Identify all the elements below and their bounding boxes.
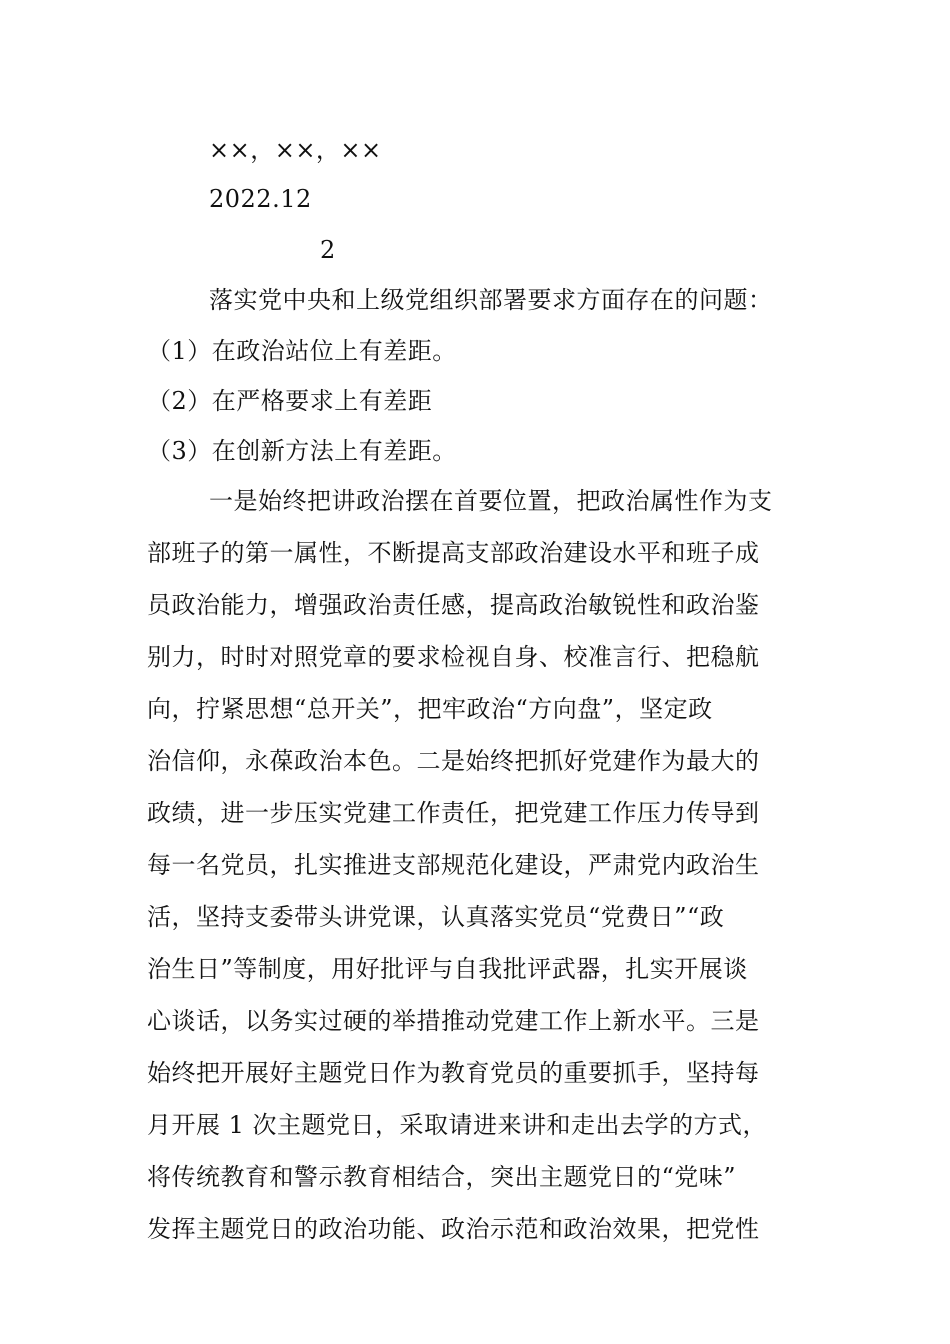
body-line: 心谈话，以务实过硬的举措推动党建工作上新水平。三是 (147, 1007, 760, 1035)
names-line: ××，××，×× (209, 136, 382, 164)
body-line: 部班子的第一属性，不断提高支部政治建设水平和班子成 (147, 539, 760, 567)
body-line: 治信仰，永葆政治本色。二是始终把抓好党建作为最大的 (147, 747, 760, 775)
body-line: 别力，时时对照党章的要求检视自身、校准言行、把稳航 (147, 643, 760, 671)
body-line: 治生日”等制度，用好批评与自我批评武器，扎实开展谈 (147, 955, 748, 983)
body-paragraph (147, 486, 817, 1266)
body-line: 发挥主题党日的政治功能、政治示范和政治效果，把党性 (147, 1215, 760, 1243)
body-line: 始终把开展好主题党日作为教育党员的重要抓手，坚持每 (147, 1059, 760, 1087)
problem-item: （2）在严格要求上有差距 (147, 387, 433, 415)
page-number: 2 (320, 236, 336, 264)
date-line: 2022.12 (209, 185, 312, 213)
body-line: 月开展 1 次主题党日，采取请进来讲和走出去学的方式， (147, 1111, 768, 1139)
body-line: 将传统教育和警示教育相结合，突出主题党日的“党味” (147, 1163, 737, 1191)
body-line: 政绩，进一步压实党建工作责任，把党建工作压力传导到 (147, 799, 760, 827)
problems-intro: 落实党中央和上级党组织部署要求方面存在的问题： (209, 286, 773, 314)
problem-item: （3）在创新方法上有差距。 (147, 437, 457, 465)
problem-item: （1）在政治站位上有差距。 (147, 337, 457, 365)
body-line: 活，坚持支委带头讲党课，认真落实党员“党费日”“政 (147, 903, 725, 931)
body-line: 员政治能力，增强政治责任感，提高政治敏锐性和政治鉴 (147, 591, 760, 619)
body-line: 一是始终把讲政治摆在首要位置，把政治属性作为支 (209, 487, 773, 515)
body-line: 向，拧紧思想“总开关”，把牢政治“方向盘”，坚定政 (147, 695, 713, 723)
body-line: 每一名党员，扎实推进支部规范化建设，严肃党内政治生 (147, 851, 760, 879)
